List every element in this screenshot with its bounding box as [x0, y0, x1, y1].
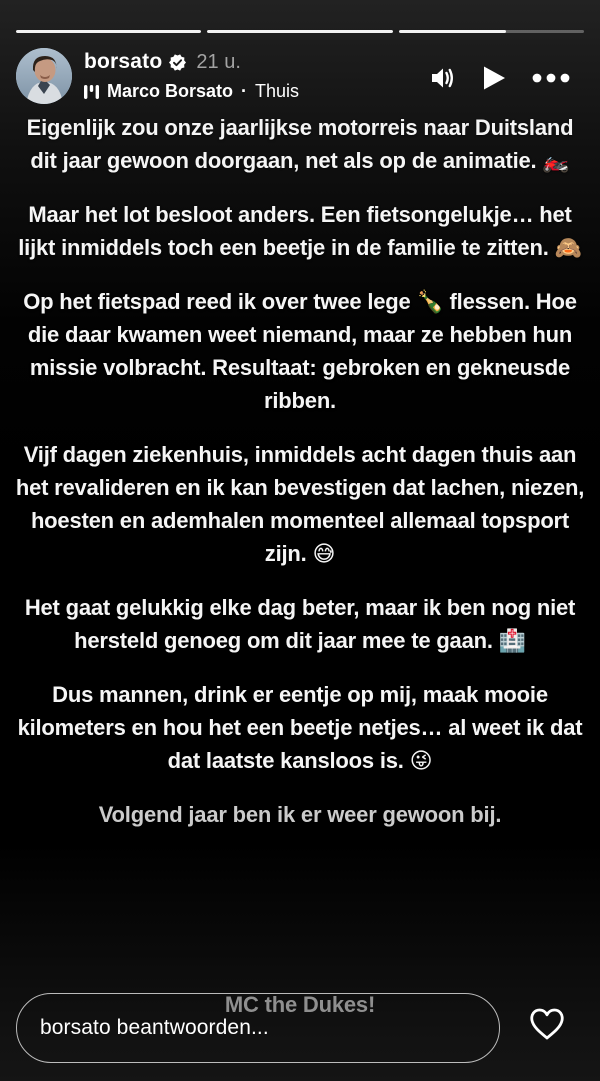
avatar-image: [16, 48, 72, 104]
story-paragraph: Het gaat gelukkig elke dag beter, maar ik ben nog niet hersteld genoeg om dit jaar mee te gaan. 🏥: [24, 595, 576, 653]
story-timestamp: 21 u.: [196, 50, 241, 73]
story-paragraph: Dus mannen, drink er eentje op mij, maak mooie kilometers en hou het een beetje netjes… al weet ik dat dat laatste kansloos is. 😜: [17, 682, 583, 773]
story-paragraph: Op het fietspad reed ik over twee lege 🍾 flessen. Hoe die daar kwamen weet niemand, maar ze hebben hun missie volbracht. Resultaat: gebroken en gekneusde ribben.: [23, 289, 577, 413]
reply-text-field[interactable]: [40, 1016, 499, 1040]
story-overlap-text: MC the Dukes!: [224, 992, 376, 1017]
story-paragraph: Volgend jaar ben ik er weer gewoon bij.: [98, 802, 502, 827]
story-text-block: [15, 111, 585, 852]
story-progress-bar: [16, 30, 584, 33]
progress-segment-1: [16, 30, 201, 33]
play-icon[interactable]: [482, 65, 506, 91]
username[interactable]: borsato: [84, 50, 163, 73]
story-paragraph: Maar het lot besloot anders. Een fietsongelukje… het lijkt inmiddels toch een beetje in de familie te zitten. 🙈: [18, 202, 582, 260]
story-paragraph: Eigenlijk zou onze jaarlijkse motorreis naar Duitsland dit jaar gewoon doorgaan, net als op de animatie. 🏍️: [26, 115, 574, 173]
progress-segment-2: [207, 30, 392, 33]
music-bars-icon: [84, 84, 99, 100]
progress-fill-current: [399, 30, 506, 33]
story-paragraph: Vijf dagen ziekenhuis, inmiddels acht dagen thuis aan het revalideren en ik kan bevestigen dat lachen, niezen, hoesten en ademhalen momenteel allemaal topsport zijn. 😅: [15, 442, 585, 566]
more-options-icon[interactable]: [532, 73, 570, 83]
progress-segment-3: [399, 30, 584, 33]
music-separator: ·: [241, 81, 248, 101]
progress-fill-1: [16, 30, 201, 33]
avatar[interactable]: [16, 48, 72, 104]
story-controls: [428, 62, 570, 94]
verified-badge-icon: [169, 54, 186, 71]
music-track[interactable]: Thuis: [255, 81, 300, 101]
music-artist[interactable]: Marco Borsato: [107, 81, 234, 101]
progress-fill-2: [207, 30, 392, 33]
volume-icon[interactable]: [428, 64, 456, 92]
